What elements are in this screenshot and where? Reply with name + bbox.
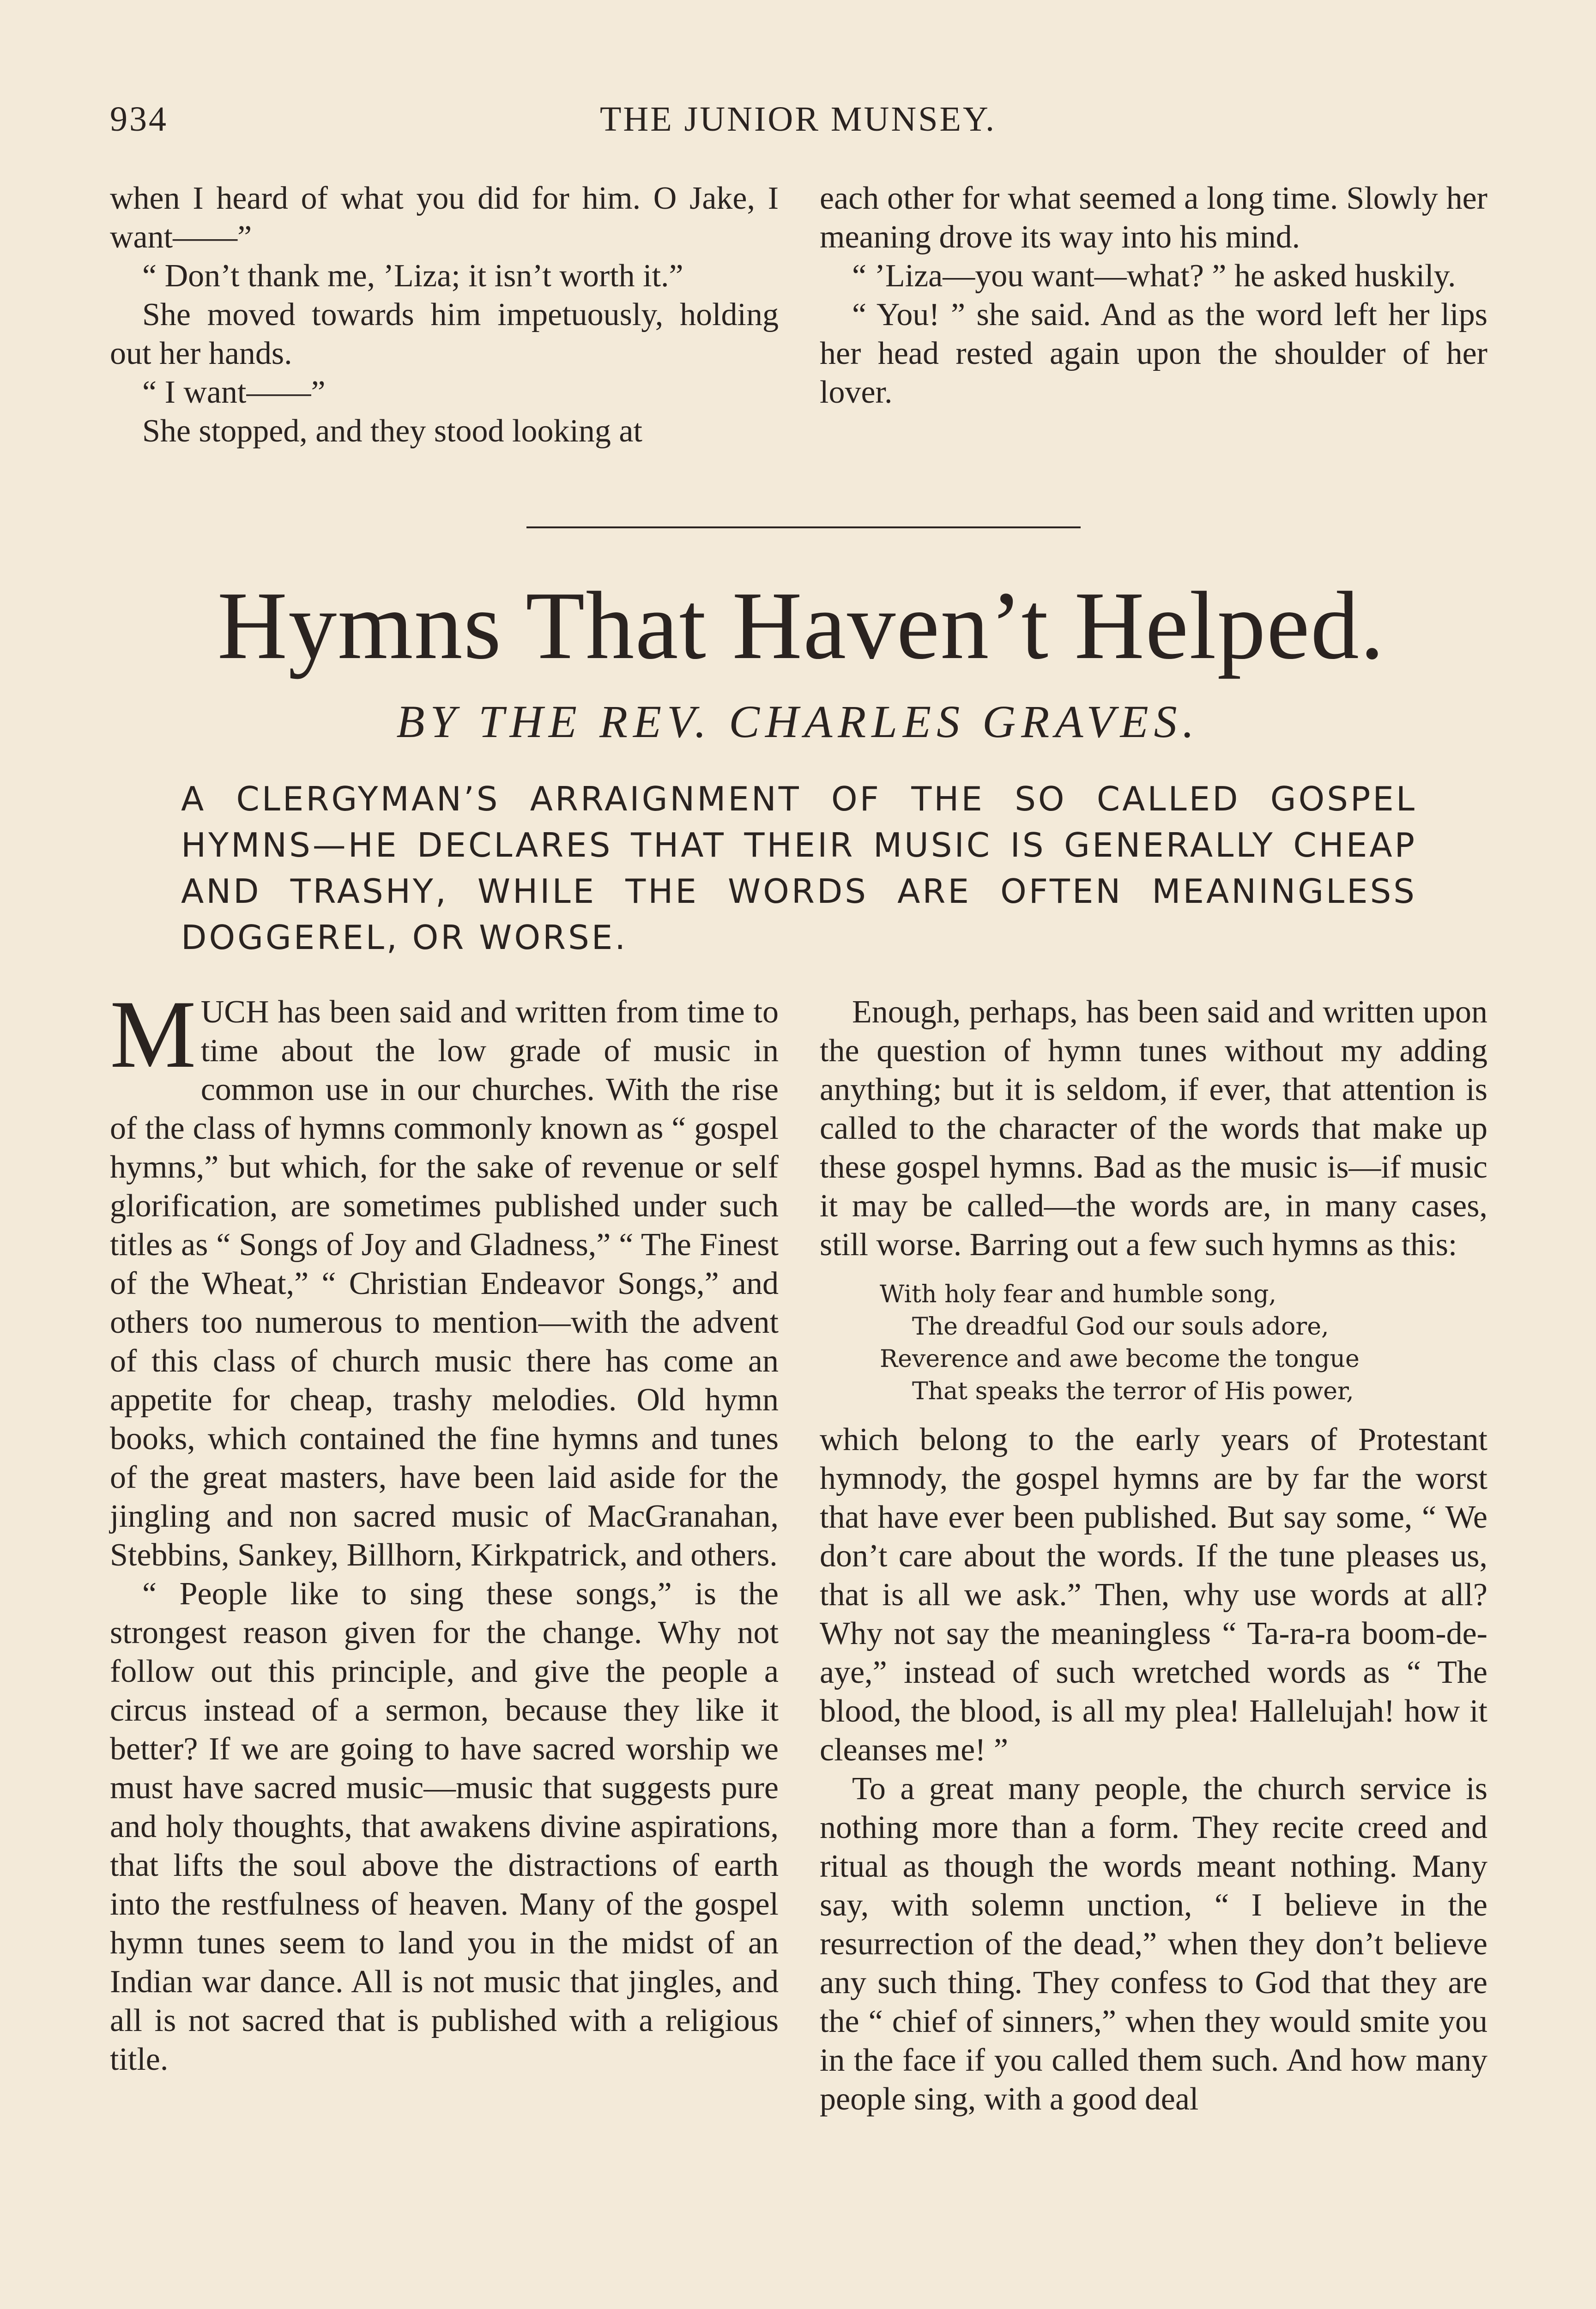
article-title: Hymns That Haven’t Helped.: [217, 572, 1385, 679]
article-left-column: [110, 981, 779, 2079]
page-number: 934: [110, 100, 168, 139]
paragraph: “ I want——”: [142, 375, 326, 410]
hymn-quote: [880, 1278, 1487, 1408]
verse-line: The dreadful God our souls adore,: [912, 1313, 1329, 1341]
paragraph: “ People like to sing these songs,” is the strongest reason given for the change. Why not follow out this principle, and give the people a circus instead of a sermon, because they like it better? If we are going to have sacred worship we must have sacred music—music that suggests pure and holy thoughts, that awakens divine aspirations, that lifts the soul above the distractions of earth into the restfulness of heaven. Many of the gospel hymn tunes seem to land you in the midst of an Indian war dance. All is not music that jingles, and all is not sacred that is published with a religious title.: [110, 1576, 779, 2077]
paragraph: each other for what seemed a long time. Slowly her meaning drove its way into his mind.: [820, 181, 1487, 255]
paragraph: [110, 981, 779, 1575]
paragraph: She moved towards him impetuously, holding out her hands.: [110, 297, 779, 371]
running-head: [110, 99, 1486, 145]
paragraph-text: UCH has been said and written from time to time about the low grade of music in common use in our churches. With the rise of the class of hymns commonly known as “ gospel hymns,” but which, for the sake of revenue or self glorification, are sometimes published under such titles as “ Songs of Joy and Gladness,” “ The Finest of the Wheat,” “ Christian Endeavor Songs,” and others too numerous to mention—with the advent of this class of church music there has come an appetite for cheap, trashy melodies. Old hymn books, which contained the fine hymns and tunes of the great masters, have been laid aside for the jingling and non sacred music of MacGranahan, Stebbins, Sankey, Billhorn, Kirkpatrick, and others.: [110, 994, 779, 1573]
paragraph: “ Don’t thank me, ’Liza; it isn’t worth it.”: [142, 258, 683, 294]
paragraph: To a great many people, the church service is nothing more than a form. They recite creed and ritual as though the words meant nothing. Many say, with solemn unction, “ I believe in the resurrection of the dead,” when they don’t believe any such thing. They confess to God that they are the “ chief of sinners,” when they would smite you in the face if you called them such. And how many people sing, with a good deal: [820, 1771, 1487, 2117]
paragraph: when I heard of what you did for him. O Jake, I want——”: [110, 181, 779, 255]
article-deck: A CLERGYMAN’S ARRAIGNMENT OF THE SO CALLED GOSPEL HYMNS—HE DECLARES THAT THEIR MUSIC IS GENERALLY CHEAP AND TRASHY, WHILE THE WORDS ARE OFTEN MEANINGLESS DOGGEREL, OR WORSE.: [181, 780, 1417, 957]
paragraph: “ You! ” she said. And as the word left her lips her head rested again upon the shoulder of her lover.: [820, 297, 1487, 410]
paragraph: which belong to the early years of Protestant hymnody, the gospel hymns are by far the worst that have ever been published. But say some, “ We don’t care about the words. If the tune pleases us, that is all we ask.” Then, why use words at all? Why not say the meaningless “ Ta-ra-ra boom-de-aye,” instead of such wretched words as “ The blood, the blood, is all my plea! Hallelujah! how it cleanses me! ”: [820, 1422, 1487, 1768]
previous-story-right-column: [820, 179, 1487, 412]
paragraph: “ ’Liza—you want—what? ” he asked huskily.: [852, 258, 1456, 294]
verse-line: That speaks the terror of His power,: [912, 1378, 1354, 1405]
magazine-title: THE JUNIOR MUNSEY.: [599, 100, 997, 139]
drop-cap: M: [110, 981, 196, 1088]
paragraph: She stopped, and they stood looking at: [142, 413, 642, 449]
verse-line: Reverence and awe become the tongue: [880, 1345, 1360, 1373]
paragraph: Enough, perhaps, has been said and written upon the question of hymn tunes without my adding anything; but it is seldom, if ever, that attention is called to the character of the words that make up these gospel hymns. Bad as the music is—if music it may be called—the words are, in many cases, still worse. Barring out a few such hymns as this:: [820, 994, 1487, 1263]
byline: BY THE REV. CHARLES GRAVES.: [396, 696, 1200, 747]
previous-story-left-column: [110, 179, 779, 451]
article-right-column: [820, 993, 1487, 2119]
section-divider: [526, 526, 1081, 528]
verse-line: With holy fear and humble song,: [880, 1281, 1276, 1308]
